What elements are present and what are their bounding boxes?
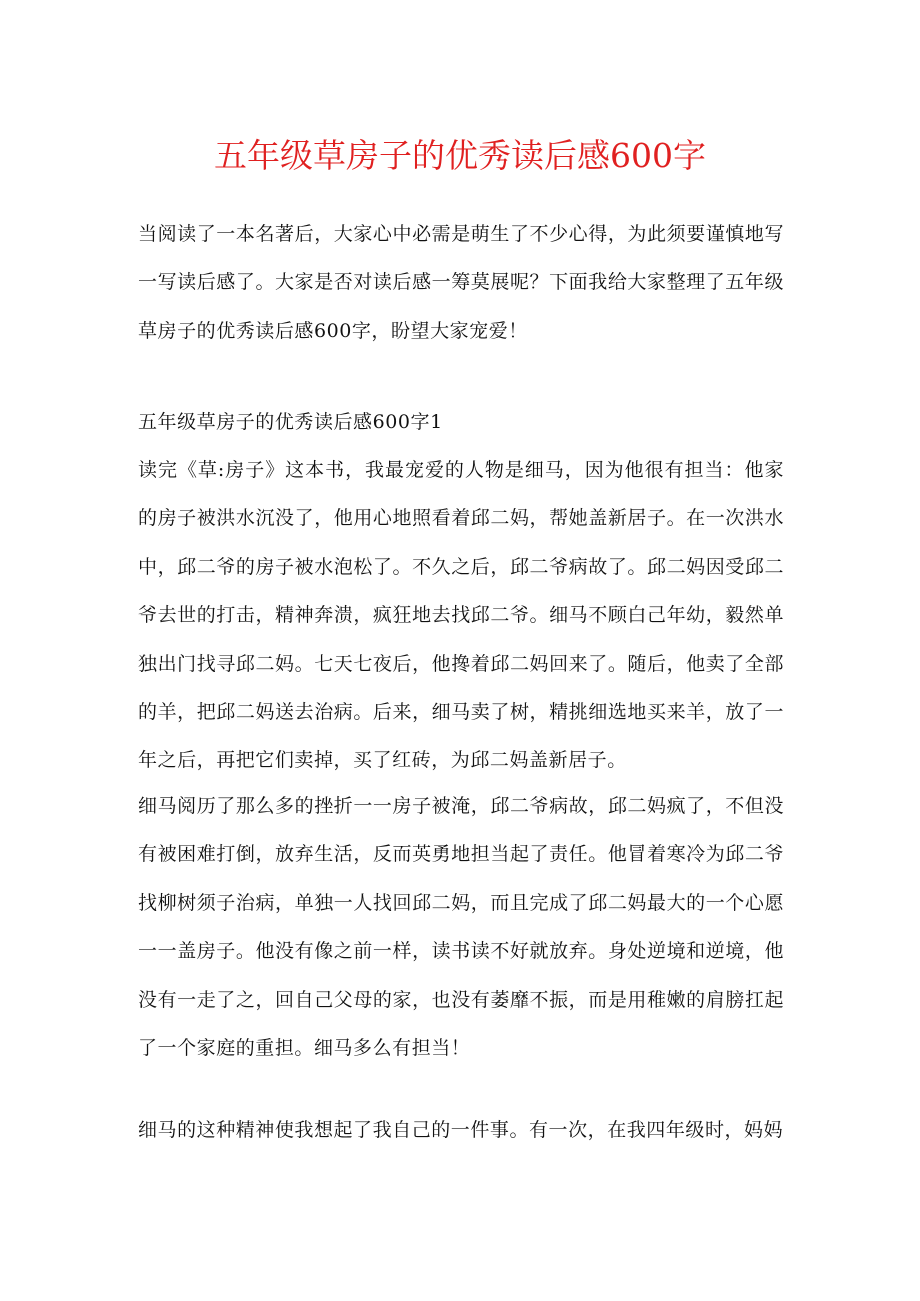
body-paragraph-2: 细马阅历了那么多的挫折一一房子被淹，邱二爷病故，邱二妈疯了，不但没有被困难打倒，放弃生活，反而英勇地担当起了责任。他冒着寒冷为邱二爷找柳树须子治病，单独一人找回邱二妈，而且完成了邱二妈最大的一个心愿一一盖房子。他没有像之前一样，读书读不好就放弃。身处逆境和逆境，他没有一走了之，回自己父母的家，也没有萎靡不振，而是用稚嫩的肩膀扛起了一个家庭的重担。细马多么有担当！ xyxy=(138,795,784,1060)
intro-paragraph: 当阅读了一本名著后，大家心中必需是萌生了不少心得，为此须要谨慎地写一写读后感了。大家是否对读后感一筹莫展呢？下面我给大家整理了五年级草房子的优秀读后感600字，盼望大家宠爱！ xyxy=(138,223,784,342)
body-paragraph-3: 细马的这种精神使我想起了我自己的一件事。有一次，在我四年级时，妈妈 xyxy=(138,1119,784,1141)
section-heading: 五年级草房子的优秀读后感600字1 xyxy=(138,411,443,433)
body-paragraph-1: 读完《草:房子》这本书，我最宠爱的人物是细马，因为他很有担当：他家的房子被洪水沉没了，他用心地照看着邱二妈，帮她盖新居子。在一次洪水中，邱二爷的房子被水泡松了。不久之后，邱二爷病故了。邱二妈因受邱二爷去世的打击，精神奔溃，疯狂地去找邱二爷。细马不顾白己年幼，毅然单独出门找寻邱二妈。七天七夜后，他搀着邱二妈回来了。随后，他卖了全部的羊，把邱二妈送去治病。后来，细马卖了树，精挑细选地买来羊，放了一年之后，再把它们卖掉，买了红砖，为邱二妈盖新居子。 xyxy=(138,459,784,772)
document-title: 五年级草房子的优秀读后感600字 xyxy=(214,136,706,175)
